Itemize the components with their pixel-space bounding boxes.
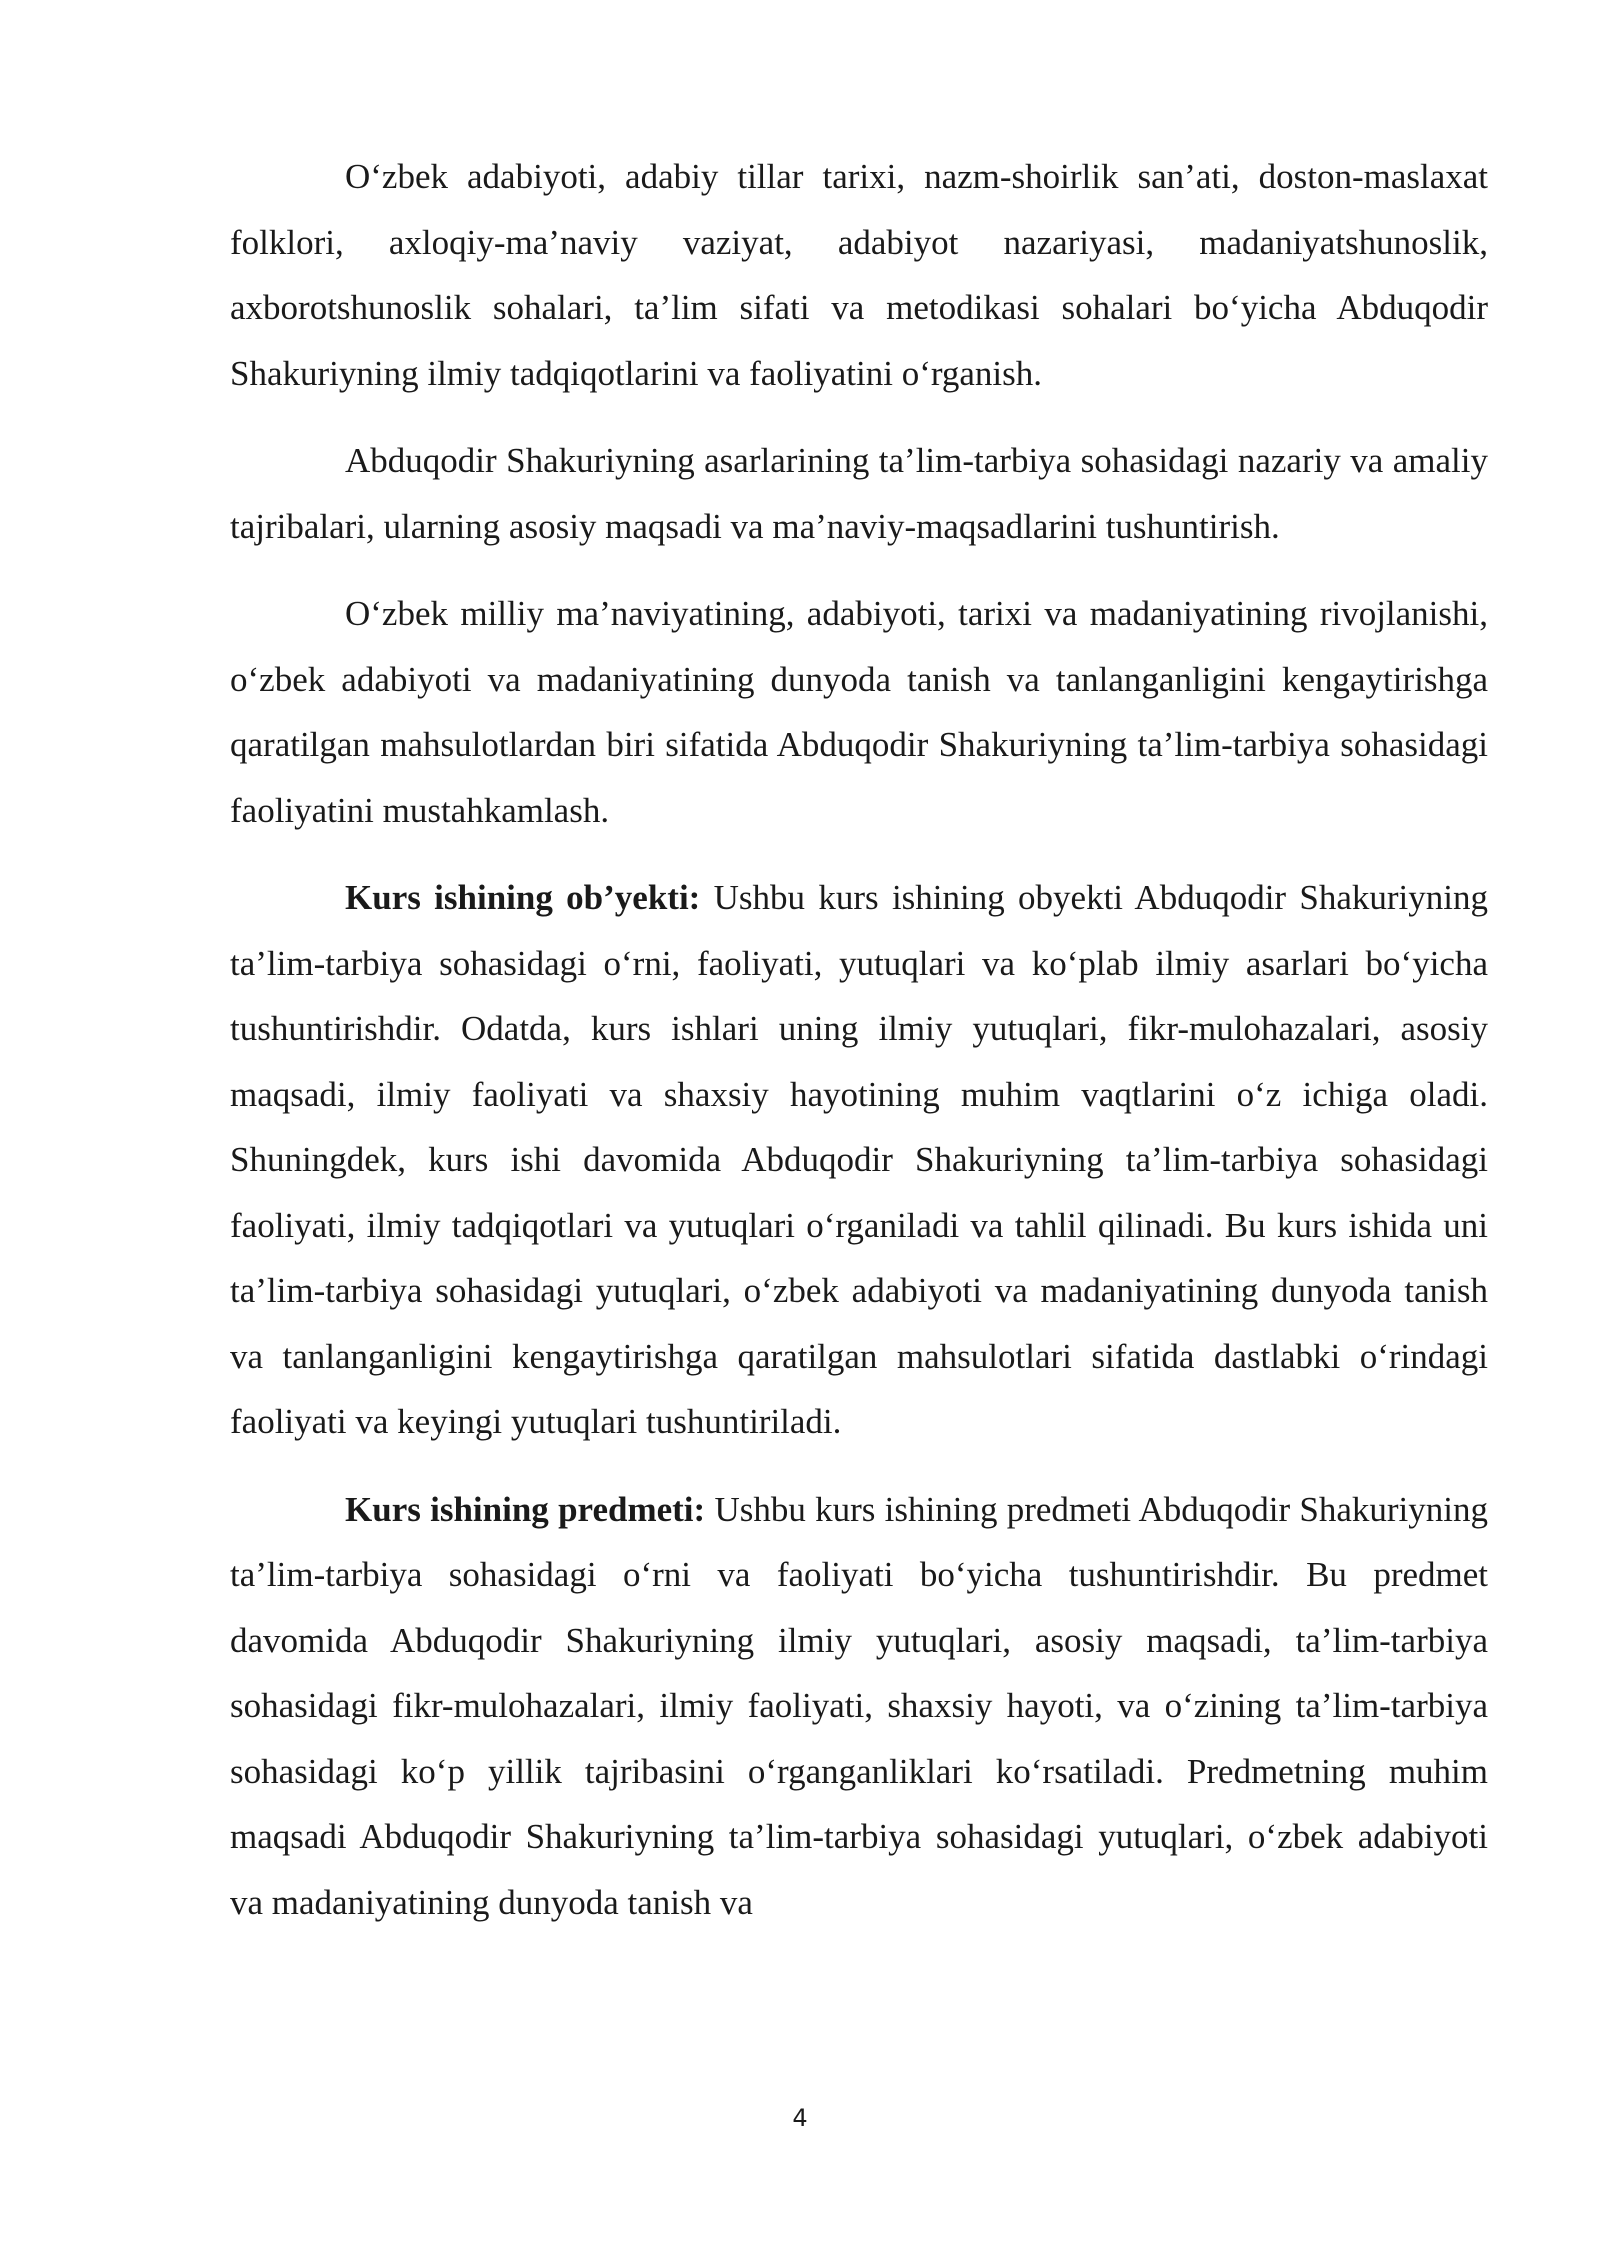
page-body bbox=[230, 144, 1488, 1957]
paragraph-text: O‘zbek milliy ma’naviyatining, adabiyoti, tarixi va madaniyatining rivojlanishi, o‘zbek adabiyoti va madaniyatining dunyoda tanish va tanlanganligini kengaytirishga qaratilgan mahsulotlardan biri sifatida Abduqodir Shakuriyning ta’lim-tarbiya sohasidagi faoliyatini mustahkamlash. bbox=[230, 594, 1488, 830]
paragraph-3 bbox=[230, 581, 1488, 843]
paragraph-subject bbox=[230, 1477, 1488, 1936]
paragraph-text: Ushbu kurs ishining predmeti Abduqodir Shakuriyning ta’lim-tarbiya sohasidagi o‘rni va faoliyati bo‘yicha tushuntirishdir. Bu predmet davomida Abduqodir Shakuriyning ilmiy yutuqlari, asosiy maqsadi, ta’lim-tarbiya sohasidagi fikr-mulohazalari, ilmiy faoliyati, shaxsiy hayoti, va o‘zining ta’lim-tarbiya sohasidagi ko‘p yillik tajribasini o‘rganganliklari ko‘rsatiladi. Predmetning muhim maqsadi Abduqodir Shakuriyning ta’lim-tarbiya sohasidagi yutuqlari, o‘zbek adabiyoti va madaniyatining dunyoda tanish va bbox=[230, 1489, 1488, 1922]
paragraph-heading: Kurs ishining ob’yekti: bbox=[345, 878, 701, 917]
paragraph-heading: Kurs ishining predmeti: bbox=[345, 1489, 706, 1529]
paragraph-2 bbox=[230, 428, 1488, 559]
paragraph-text: Ushbu kurs ishining obyekti Abduqodir Shakuriyning ta’lim-tarbiya sohasidagi o‘rni, faoliyati, yutuqlari va ko‘plab ilmiy asarlari bo‘yicha tushuntirishdir. Odatda, kurs ishlari uning ilmiy yutuqlari, fikr-mulohazalari, asosiy maqsadi, ilmiy faoliyati va shaxsiy hayotining muhim vaqtlarini o‘z ichiga oladi. Shuningdek, kurs ishi davomida Abduqodir Shakuriyning ta’lim-tarbiya sohasidagi faoliyati, ilmiy tadqiqotlari va yutuqlari o‘rganiladi va tahlil qilinadi. Bu kurs ishida uni ta’lim-tarbiya sohasidagi yutuqlari, o‘zbek adabiyoti va madaniyatining dunyoda tanish va tanlanganligini kengaytirishga qaratilgan mahsulotlari sifatida dastlabki o‘rindagi faoliyati va keyingi yutuqlari tushuntiriladi. bbox=[230, 878, 1488, 1441]
paragraph-1 bbox=[230, 144, 1488, 406]
paragraph-object bbox=[230, 865, 1488, 1455]
page-number: 4 bbox=[792, 2104, 808, 2132]
paragraph-text: O‘zbek adabiyoti, adabiy tillar tarixi, nazm-shoirlik san’ati, doston-maslaxat folklori, axloqiy-ma’naviy vaziyat, adabiyot nazariyasi, madaniyatshunoslik, axborotshunoslik sohalari, ta’lim sifati va metodikasi sohalari bo‘yicha Abduqodir Shakuriyning ilmiy tadqiqotlarini va faoliyatini o‘rganish. bbox=[230, 157, 1488, 393]
paragraph-text: Abduqodir Shakuriyning asarlarining ta’lim-tarbiya sohasidagi nazariy va amaliy tajribalari, ularning asosiy maqsadi va ma’naviy-maqsadlarini tushuntirish. bbox=[230, 441, 1488, 546]
